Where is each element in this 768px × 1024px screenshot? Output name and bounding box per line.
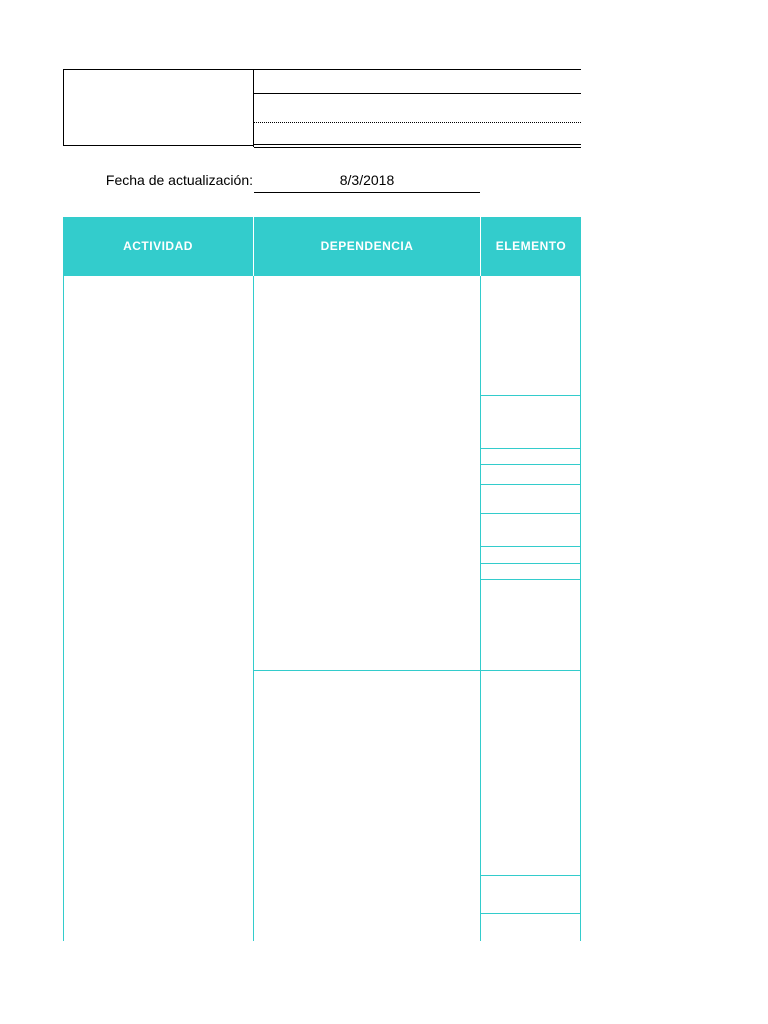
table-cell-border bbox=[254, 670, 581, 671]
table-cell-border bbox=[481, 513, 581, 514]
grid-line bbox=[253, 276, 254, 941]
table-cell-border bbox=[481, 563, 581, 564]
table-cell-border bbox=[481, 448, 581, 449]
table-cell-border bbox=[481, 464, 581, 465]
header-line bbox=[254, 93, 581, 94]
table-cell-border bbox=[481, 913, 581, 914]
grid-line bbox=[580, 276, 581, 941]
table-header bbox=[63, 217, 581, 276]
grid-line bbox=[63, 276, 64, 941]
table-body bbox=[63, 276, 581, 941]
logo-box bbox=[63, 69, 254, 146]
header-line-top bbox=[254, 69, 581, 70]
header-line-double-b bbox=[254, 147, 581, 148]
table-cell-border bbox=[481, 395, 581, 396]
header-line-double-a bbox=[254, 144, 581, 145]
table-cell-border bbox=[481, 546, 581, 547]
column-header-elemento: ELEMENTO bbox=[495, 239, 567, 253]
column-header-dependencia: DEPENDENCIA bbox=[320, 239, 414, 253]
header-divider bbox=[253, 69, 254, 147]
update-date-value: 8/3/2018 bbox=[254, 172, 480, 193]
update-date-label: Fecha de actualización: bbox=[105, 172, 253, 188]
column-header-actividad: ACTIVIDAD bbox=[123, 239, 193, 253]
grid-line bbox=[480, 276, 481, 941]
table-cell-border bbox=[481, 484, 581, 485]
table-cell-border bbox=[481, 875, 581, 876]
header-line-dotted bbox=[254, 122, 581, 123]
table-cell-border bbox=[481, 579, 581, 580]
